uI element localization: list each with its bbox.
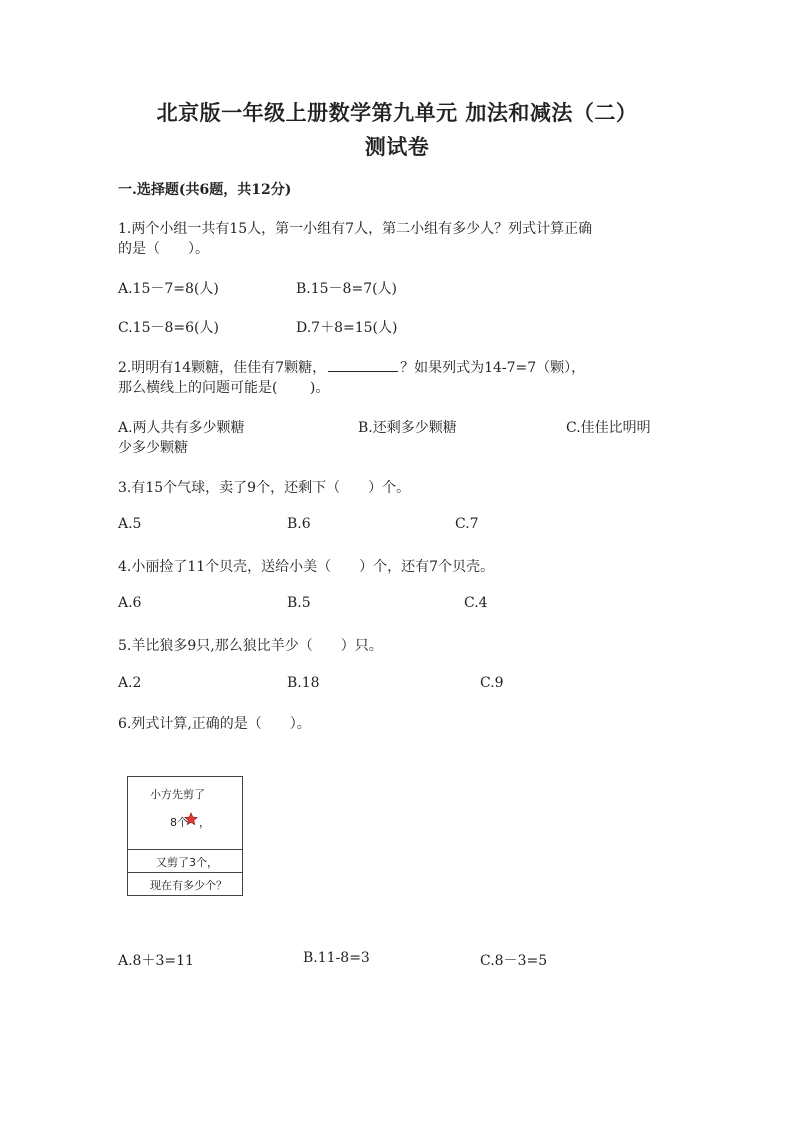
question-1-option-c[interactable]: C.15－8=6(人)	[118, 320, 219, 336]
question-2-text-after: ？如果列式为14-7=7（颗），	[400, 360, 586, 376]
section-heading: 一.选择题(共6题，共12分)	[118, 182, 292, 198]
question-2-text-before: 2.明明有14颗糖，佳佳有7颗糖，	[118, 360, 327, 376]
question-6-line-1: 6.列式计算,正确的是（ ）。	[118, 716, 311, 732]
page-title-line2: 测试卷	[364, 134, 430, 159]
question-4-option-b[interactable]: B.5	[287, 595, 311, 611]
question-3-line-1: 3.有15个气球，卖了9个，还剩下（ ）个。	[118, 480, 411, 496]
star-icon	[184, 812, 198, 826]
figure-top-text: 小方先剪了	[150, 788, 205, 801]
figure-top-cell	[128, 777, 242, 850]
question-4-line-1: 4.小丽捡了11个贝壳，送给小美（ ）个，还有7个贝壳。	[118, 559, 495, 575]
question-1-option-b[interactable]: B.15－8=7(人)	[296, 281, 398, 297]
question-4-option-c[interactable]: C.4	[464, 595, 488, 611]
question-5-option-c[interactable]: C.9	[480, 675, 504, 691]
figure-bottom-cell	[128, 873, 242, 895]
question-1-line-2: 的是（ ）。	[118, 241, 209, 257]
question-5-option-b[interactable]: B.18	[287, 675, 320, 691]
question-3-option-b[interactable]: B.6	[287, 516, 311, 532]
figure-bottom-text: 现在有多少个？	[150, 879, 227, 892]
question-1-line-1: 1.两个小组一共有15人，第一小组有7人，第二小组有多少人？列式计算正确	[118, 221, 593, 237]
question-3-option-c[interactable]: C.7	[455, 516, 479, 532]
answer-blank-line	[328, 370, 398, 372]
question-4-option-a[interactable]: A.6	[118, 595, 142, 611]
question-2-option-c-continued: 少多少颗糖	[118, 440, 188, 456]
question-2-option-c[interactable]: C.佳佳比明明	[566, 420, 651, 436]
question-2-option-a[interactable]: A.两人共有多少颗糖	[118, 420, 245, 436]
question-2-line-2: 那么横线上的问题可能是( )。	[118, 380, 330, 396]
question-6-option-c[interactable]: C.8－3=5	[480, 953, 548, 969]
page-title-line1: 北京版一年级上册数学第九单元 加法和减法（二）	[156, 100, 638, 125]
question-5-option-a[interactable]: A.2	[118, 675, 142, 691]
question-1-option-d[interactable]: D.7＋8=15(人)	[296, 320, 398, 336]
question-2-option-b[interactable]: B.还剩多少颗糖	[358, 420, 457, 436]
question-5-line-1: 5.羊比狼多9只,那么狼比羊少（ ）只。	[118, 638, 383, 654]
question-1-option-a[interactable]: A.15－7=8(人)	[118, 281, 219, 297]
figure-comma: ，	[199, 816, 210, 829]
question-6-figure	[127, 776, 243, 896]
question-6-option-b[interactable]: B.11-8=3	[303, 950, 370, 966]
figure-count-text: 8个	[170, 816, 188, 829]
question-3-option-a[interactable]: A.5	[118, 516, 142, 532]
figure-middle-text: 又剪了3个，	[156, 856, 218, 869]
figure-middle-cell	[128, 850, 242, 873]
question-2-line-1	[118, 357, 585, 377]
question-6-option-a[interactable]: A.8＋3=11	[118, 953, 194, 969]
